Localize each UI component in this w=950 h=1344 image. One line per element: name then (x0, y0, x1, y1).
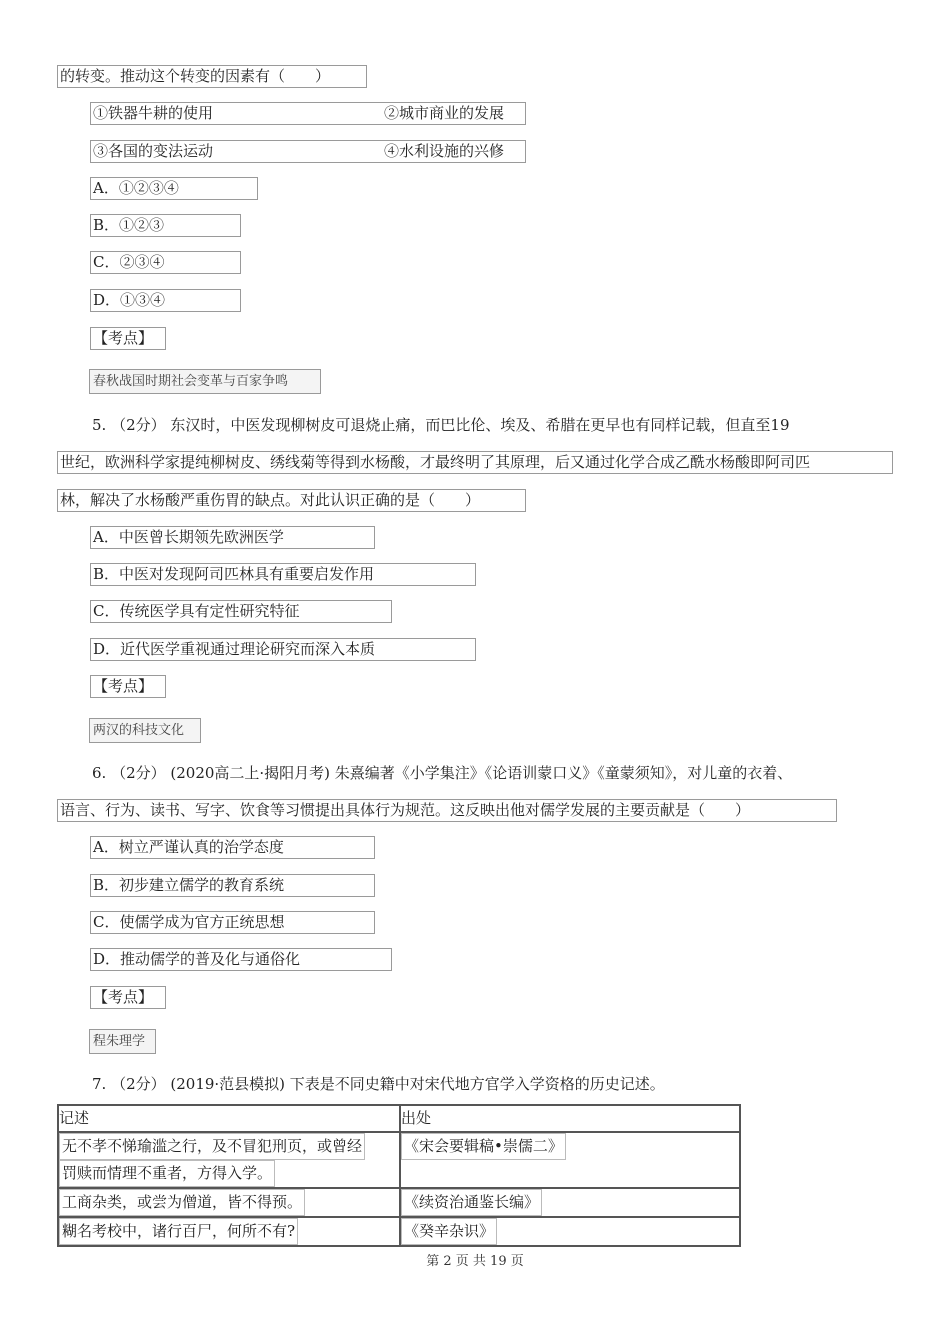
q4-factors-row-2 (90, 140, 526, 163)
q6-kaodian-tag: 程朱理学 (89, 1029, 156, 1054)
record-text: 糊名考校中，诸行百尸，何所不有? (59, 1218, 298, 1245)
q6-stem-line-2: 语言、行为、读书、写字、饮食等习惯提出具体行为规范。这反映出他对儒学发展的主要贡献是（ ） (57, 799, 837, 822)
source-text: 《续资治通鉴长编》 (401, 1189, 542, 1216)
table-header-row (58, 1105, 740, 1132)
record-text: 工商杂类，或尝为僧道，皆不得预。 (59, 1189, 305, 1216)
q6-option-d[interactable]: D．推动儒学的普及化与通俗化 (90, 948, 392, 971)
q4-factor-4: ④水利设施的兴修 (384, 142, 505, 160)
q5-stem-line-2: 世纪，欧洲科学家提纯柳树皮、绣线菊等得到水杨酸，才最终明了其原理，后又通过化学合成乙酰水杨酸即阿司匹 (57, 451, 893, 474)
table-cell-source (400, 1217, 740, 1246)
q5-kaodian-label: 【考点】 (90, 675, 166, 698)
q4-factor-2: ②城市商业的发展 (384, 104, 505, 122)
table-row (58, 1188, 740, 1217)
q4-kaodian-tag: 春秋战国时期社会变革与百家争鸣 (89, 369, 321, 394)
table-cell-record (58, 1132, 400, 1188)
q4-factor-3: ③各国的变法运动 (93, 142, 214, 160)
table-header-record: 记述 (58, 1105, 400, 1132)
record-text-cont: 罚赎而情理不重者，方得入学。 (59, 1160, 275, 1187)
q5-option-b[interactable]: B．中医对发现阿司匹林具有重要启发作用 (90, 563, 476, 586)
q4-option-c[interactable]: C．②③④ (90, 251, 241, 274)
q4-option-a[interactable]: A．①②③④ (90, 177, 258, 200)
table-cell-record (58, 1188, 400, 1217)
q6-kaodian-label: 【考点】 (90, 986, 166, 1009)
source-text: 《癸辛杂识》 (401, 1218, 497, 1245)
table-row (58, 1132, 740, 1188)
table-row (58, 1217, 740, 1246)
q4-option-d[interactable]: D．①③④ (90, 289, 241, 312)
table-cell-record (58, 1217, 400, 1246)
q4-stem-tail: 的转变。推动这个转变的因素有（ ） (57, 65, 367, 88)
record-text: 无不孝不悌瑜滥之行，及不冒犯刑页，或曾经 (59, 1133, 365, 1160)
q5-option-d[interactable]: D．近代医学重视通过理论研究而深入本质 (90, 638, 476, 661)
table-cell-source (400, 1132, 740, 1188)
q7-stem-line-1: 7. （2分） (2019·范县模拟) 下表是不同史籍中对宋代地方官学入学资格的历史记述。 (92, 1075, 665, 1093)
q5-option-c[interactable]: C．传统医学具有定性研究特征 (90, 600, 392, 623)
q6-option-b[interactable]: B．初步建立儒学的教育系统 (90, 874, 375, 897)
q4-option-b[interactable]: B．①②③ (90, 214, 241, 237)
q5-option-a[interactable]: A．中医曾长期领先欧洲医学 (90, 526, 375, 549)
q6-stem-line-1: 6. （2分） (2020高二上·揭阳月考) 朱熹编著《小学集注》《论语训蒙口义》《童蒙须知》，对儿童的衣着、 (92, 764, 793, 782)
q4-kaodian-label: 【考点】 (90, 327, 166, 350)
q5-stem-line-3: 林，解决了水杨酸严重伤胃的缺点。对此认识正确的是（ ） (57, 489, 526, 512)
q6-option-a[interactable]: A．树立严谨认真的治学态度 (90, 836, 375, 859)
page-footer: 第 2 页 共 19 页 (426, 1254, 524, 1269)
q6-option-c[interactable]: C．使儒学成为官方正统思想 (90, 911, 375, 934)
table-cell-source (400, 1188, 740, 1217)
q4-factors-row-1 (90, 102, 526, 125)
table-header-source: 出处 (400, 1105, 740, 1132)
q4-factor-1: ①铁器牛耕的使用 (93, 104, 214, 122)
q5-stem-line-1: 5. （2分） 东汉时，中医发现柳树皮可退烧止痛，而巴比伦、埃及、希腊在更早也有同样记载，但直至19 (92, 416, 790, 434)
source-text: 《宋会要辑稿•崇儒二》 (401, 1133, 566, 1160)
q7-history-table (57, 1104, 741, 1247)
q5-kaodian-tag: 两汉的科技文化 (89, 718, 201, 743)
